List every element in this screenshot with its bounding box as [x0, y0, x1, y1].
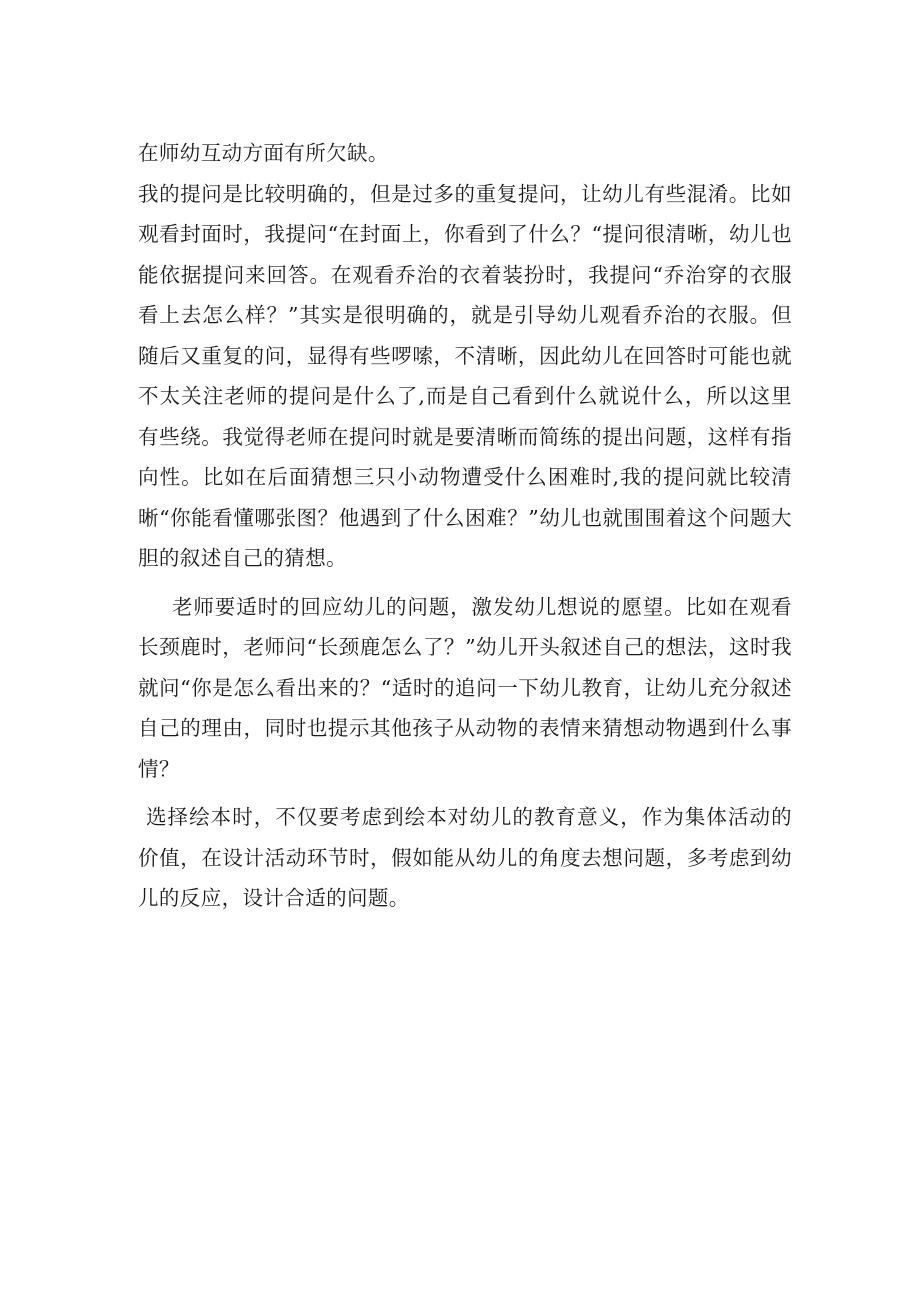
document-body	[138, 133, 792, 919]
paragraph-3: 老师要适时的回应幼儿的问题，激发幼儿想说的愿望。比如在观看长颈鹿时，老师问“长颈鹿怎么了？”幼儿开头叙述自己的想法，这时我就问“你是怎么看出来的？“适时的追问一下幼儿教育，让幼儿充分叙述自己的理由，同时也提示其他孩子从动物的表情来猜想动物遇到什么事情？	[138, 594, 792, 781]
paragraph-4: 选择绘本时，不仅要考虑到绘本对幼儿的教育意义，作为集体活动的价值，在设计活动环节时，假如能从幼儿的角度去想问题，多考虑到幼儿的反应，设计合适的问题。	[138, 805, 792, 910]
paragraph-2: 我的提问是比较明确的，但是过多的重复提问，让幼儿有些混淆。比如观看封面时，我提问“在封面上，你看到了什么？“提问很清晰，幼儿也能依据提问来回答。在观看乔治的衣着装扮时，我提问“乔治穿的衣服看上去怎么样？”其实是很明确的，就是引导幼儿观看乔治的衣服。但随后又重复的问，显得有些啰嗦，不清晰，因此幼儿在回答时可能也就不太关注老师的提问是什么了,而是自己看到什么就说什么，所以这里有些绕。我觉得老师在提问时就是要清晰而简练的提出问题，这样有指向性。比如在后面猜想三只小动物遭受什么困难时,我的提问就比较清晰“你能看懂哪张图？他遇到了什么困难？”幼儿也就围围着这个问题大胆的叙述自己的猜想。	[138, 181, 792, 570]
paragraph-1: 在师幼互动方面有所欠缺。	[138, 141, 389, 165]
